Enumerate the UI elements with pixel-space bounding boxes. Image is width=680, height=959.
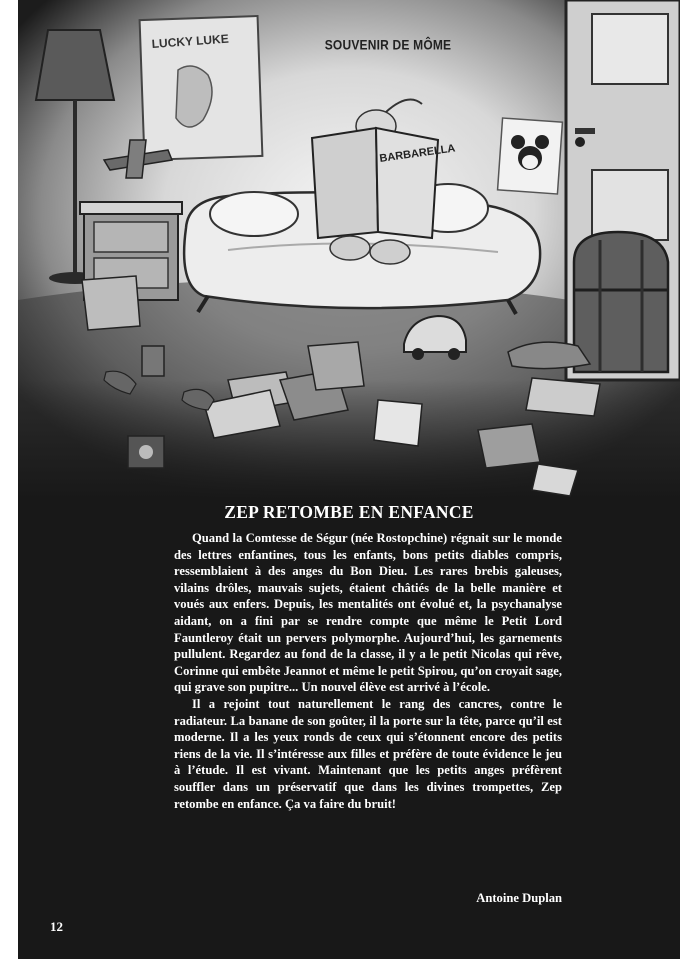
bedroom-illustration: [18, 0, 680, 500]
mickey-sticker: [498, 118, 563, 194]
article-paragraph-2: Il a rejoint tout naturellement le rang des cancres, contre le radiateur. La banane de son goûter, il la porte sur la tête, parce qu’il est moderne. Il a les yeux ronds de ceux qui s’étonnent encore des petits riens de la vie. Il s’intéresse aux filles et préfère de toute évidence le jeu à l’étude. Il est vivant. Maintenant que les petits anges préfèrent souffler dans un préservatif que dans les divines trompettes, Zep retombe en enfance. Ça va faire du bruit!: [174, 696, 562, 811]
section-kicker: SOUVENIR DE MÔME: [324, 36, 452, 54]
lucky-luke-poster: [140, 16, 263, 160]
article-title: ZEP RETOMBE EN ENFANCE: [224, 502, 474, 522]
poster-title: LUCKY LUKE: [151, 31, 230, 51]
article-body: [174, 530, 562, 812]
article-author: Antoine Duplan: [476, 891, 562, 905]
toy-chest: [574, 232, 668, 372]
comic-cover-title: BARBARELLA: [378, 142, 457, 165]
article-paragraph-1: Quand la Comtesse de Ségur (née Rostopchine) régnait sur le monde des lettres enfantines, tous les enfants, bons petits diables compris, ressemblaient à des anges du Bon Dieu. Les rares brebis galeuses, vilains drôles, mauvais sujets, étaient châtiés de la belle manière et voués aux enfers. Depuis, les mentalités ont évolué et, la psychanalyse aidant, on a fini par se rendre compte que même le Petit Lord Fauntleroy était un pervers polymorphe. Aujourd’hui, les garnements pullulent. Regardez au fond de la classe, il y a le petit Nicolas qui rêve, Corinne qui embête Jeannot et même le petit Spirou, qu’on croyait sage, qui grave son pupitre... Un nouvel élève est arrivé à l’école.: [174, 531, 562, 695]
page-number: 12: [50, 919, 63, 934]
dark-panel: [18, 0, 680, 959]
